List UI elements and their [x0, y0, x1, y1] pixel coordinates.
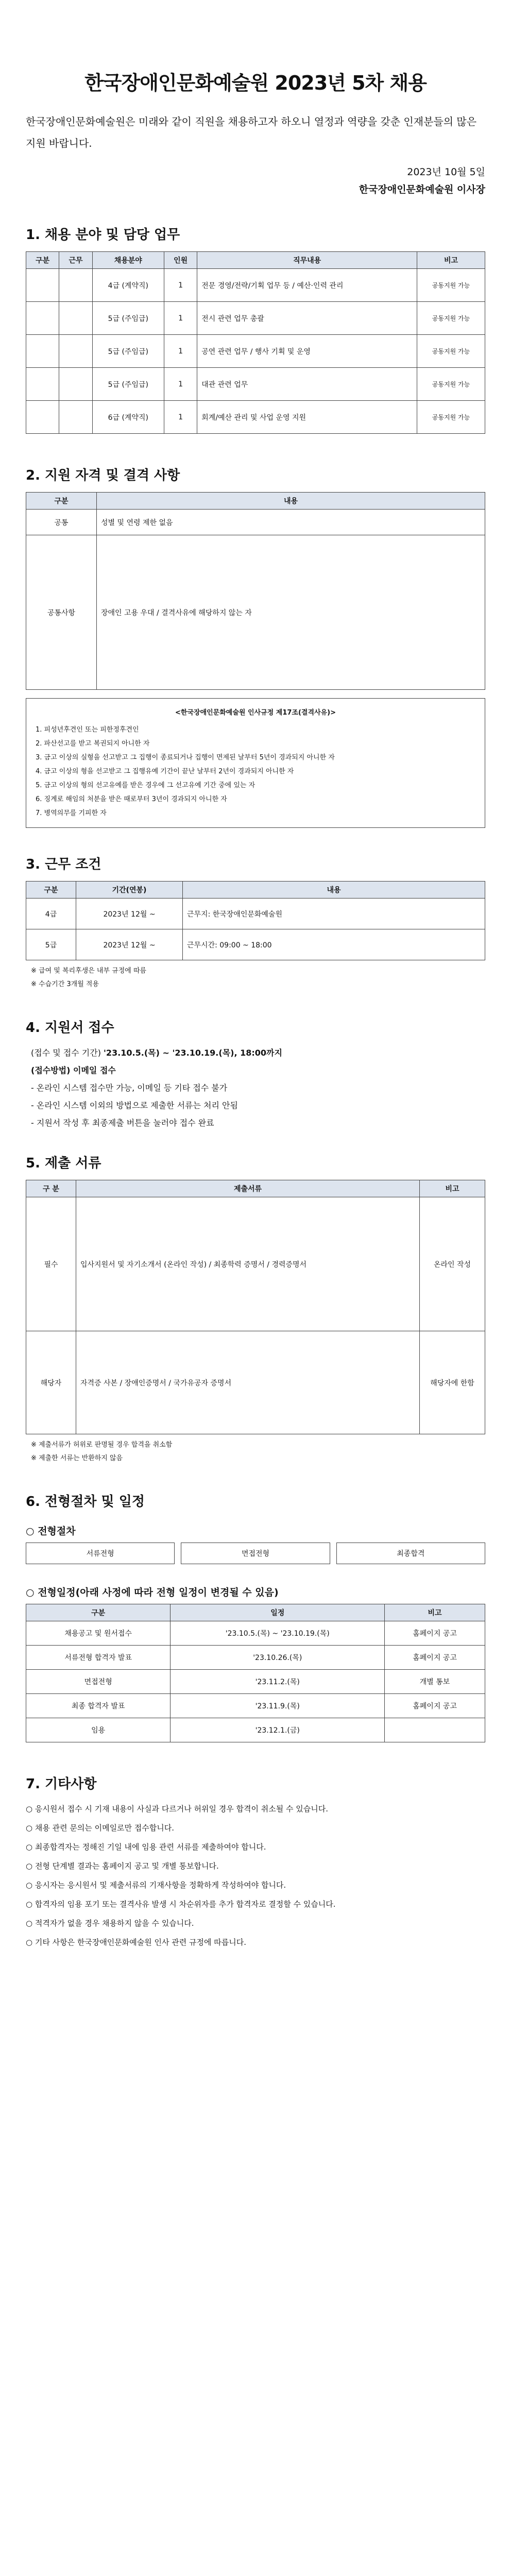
list-item: ○ 합격자의 임용 포기 또는 결격사유 발생 시 차순위자를 추가 합격자로 결정할 수 있습니다. [26, 1900, 336, 1909]
table-cell: 전문 경영/전략/기획 업무 등 / 예산·인력 관리 [197, 269, 417, 302]
table-cell: 해당자에 한함 [420, 1331, 485, 1434]
table-cell: 5급 (주임급) [92, 335, 164, 368]
table-header-row [26, 1604, 485, 1621]
process-step: 서류전형 [26, 1543, 175, 1564]
list-item: ○ 기타 사항은 한국장애인문화예술원 인사 관련 규정에 따릅니다. [26, 1938, 246, 1947]
table-cell [59, 401, 92, 434]
table-header: 근무 [59, 252, 92, 269]
table-header: 구분 [26, 882, 76, 899]
list-item: ○ 전형 단계별 결과는 홈페이지 공고 및 개별 통보합니다. [26, 1861, 219, 1871]
box-line: 5. 금고 이상의 형의 선고유예를 받은 경우에 그 선고유예 기간 중에 있는 자 [36, 782, 256, 789]
qualification-table [26, 492, 485, 690]
table-cell: 자격증 사본 / 장애인증명서 / 국가유공자 증명서 [76, 1331, 420, 1434]
conditions-table [26, 881, 485, 960]
table-cell [26, 335, 59, 368]
table-row [26, 368, 485, 401]
etc-list [26, 1801, 485, 1951]
table-header-row [26, 882, 485, 899]
table-cell: 공연 관련 업무 / 행사 기획 및 운영 [197, 335, 417, 368]
application-line: - 온라인 시스템 이외의 방법으로 제출한 서류는 처리 안됨 [31, 1100, 238, 1110]
table-header: 구분 [26, 493, 97, 510]
table-cell: 공통사항 [26, 535, 97, 690]
date-block [26, 163, 485, 198]
table-row [26, 899, 485, 929]
table-cell [26, 401, 59, 434]
note-line: ※ 수습기간 3개월 적용 [31, 980, 99, 988]
application-line: - 지원서 작성 후 최종제출 버튼을 눌러야 접수 완료 [31, 1118, 214, 1128]
table-cell: 1 [164, 368, 197, 401]
process-step: 최종합격 [336, 1543, 485, 1564]
table-cell: 홈페이지 공고 [385, 1694, 485, 1718]
process-flow [26, 1543, 485, 1564]
table-cell: '23.10.26.(목) [171, 1646, 385, 1670]
list-item: ○ 응시원서 접수 시 기재 내용이 사실과 다르거나 허위일 경우 합격이 취소될 수 있습니다. [26, 1804, 328, 1814]
table-cell: 4급 [26, 899, 76, 929]
table-cell: '23.11.9.(목) [171, 1694, 385, 1718]
section-3-title: 3. 근무 조건 [26, 857, 101, 872]
table-cell: '23.10.5.(목) ~ '23.10.19.(목) [171, 1621, 385, 1646]
table-cell: 4급 (계약직) [92, 269, 164, 302]
table-cell: 2023년 12월 ~ [76, 929, 183, 960]
section-1-title: 1. 채용 분야 및 담당 업무 [26, 227, 180, 243]
documents-notes [31, 1438, 485, 1465]
table-cell: 필수 [26, 1197, 76, 1331]
table-cell: 공동지원 가능 [417, 269, 485, 302]
box-line: 4. 금고 이상의 형을 선고받고 그 집행유예 기간이 끝난 날부터 2년이 경과되지 아니한 자 [36, 768, 294, 775]
table-header: 구분 [26, 252, 59, 269]
notice-date: 2023년 10월 5일 [407, 166, 485, 178]
table-cell [385, 1718, 485, 1742]
table-row [26, 302, 485, 335]
table-header-row [26, 252, 485, 269]
table-cell: 6급 (계약직) [92, 401, 164, 434]
note-line: ※ 제출한 서류는 반환하지 않음 [31, 1454, 123, 1462]
table-header: 구 분 [26, 1180, 76, 1197]
section-5-title: 5. 제출 서류 [26, 1156, 101, 1171]
table-header: 내용 [183, 882, 485, 899]
table-cell: 1 [164, 269, 197, 302]
table-cell: 공통 [26, 510, 97, 535]
box-line: 1. 피성년후견인 또는 피한정후견인 [36, 726, 139, 734]
table-cell: 입사지원서 및 자기소개서 (온라인 작성) / 최종학력 증명서 / 경력증명서 [76, 1197, 420, 1331]
table-cell: '23.11.2.(목) [171, 1670, 385, 1694]
table-cell: 성별 및 연령 제한 없음 [97, 510, 485, 535]
table-cell [26, 368, 59, 401]
section-2-title: 2. 지원 자격 및 결격 사항 [26, 468, 180, 483]
table-row [26, 269, 485, 302]
table-cell: 5급 (주임급) [92, 302, 164, 335]
jobs-table [26, 251, 485, 434]
table-cell: 장애인 고용 우대 / 결격사유에 해당하지 않는 자 [97, 535, 485, 690]
table-cell: 회계/예산 관리 및 사업 운영 지원 [197, 401, 417, 434]
table-header: 직무내용 [197, 252, 417, 269]
table-row [26, 535, 485, 690]
table-header: 제출서류 [76, 1180, 420, 1197]
table-cell: '23.12.1.(금) [171, 1718, 385, 1742]
table-row [26, 510, 485, 535]
documents-table [26, 1180, 485, 1434]
table-cell: 홈페이지 공고 [385, 1646, 485, 1670]
table-cell [26, 302, 59, 335]
schedule-table [26, 1604, 485, 1742]
table-cell: 공동지원 가능 [417, 401, 485, 434]
schedule-subtitle: ○ 전형일정(아래 사정에 따라 전형 일정이 변경될 수 있음) [26, 1587, 279, 1598]
table-row [26, 1621, 485, 1646]
process-step: 면접전형 [181, 1543, 330, 1564]
table-row [26, 1331, 485, 1434]
table-cell [59, 302, 92, 335]
table-cell: 근무시간: 09:00 ~ 18:00 [183, 929, 485, 960]
table-cell: 홈페이지 공고 [385, 1621, 485, 1646]
section-7-title: 7. 기타사항 [26, 1776, 97, 1792]
table-cell: 공동지원 가능 [417, 368, 485, 401]
list-item: ○ 응시자는 응시원서 및 제출서류의 기재사항을 정확하게 작성하여야 합니다. [26, 1880, 286, 1890]
table-cell: 5급 (주임급) [92, 368, 164, 401]
table-header: 채용분야 [92, 252, 164, 269]
table-cell: 근무지: 한국장애인문화예술원 [183, 899, 485, 929]
table-cell: 공동지원 가능 [417, 335, 485, 368]
table-header: 비고 [420, 1180, 485, 1197]
table-cell: 면접전형 [26, 1670, 171, 1694]
table-cell: 대관 관련 업무 [197, 368, 417, 401]
table-header: 인원 [164, 252, 197, 269]
table-row [26, 1718, 485, 1742]
section-6-title: 6. 전형절차 및 일정 [26, 1494, 145, 1510]
note-line: ※ 급여 및 복리후생은 내부 규정에 따름 [31, 967, 147, 975]
table-cell: 서류전형 합격자 발표 [26, 1646, 171, 1670]
table-cell: 1 [164, 302, 197, 335]
table-header: 기간(연봉) [76, 882, 183, 899]
table-cell [59, 269, 92, 302]
application-period [31, 1044, 485, 1062]
table-cell [26, 269, 59, 302]
period-label: (접수 및 접수 기간) [31, 1048, 101, 1058]
page-title: 한국장애인문화예술원 2023년 5차 채용 [84, 72, 427, 94]
box-line: 2. 파산선고를 받고 복권되지 아니한 자 [36, 740, 150, 748]
box-title: <한국장애인문화예술원 인사규정 제17조(결격사유)> [175, 709, 336, 717]
list-item: ○ 채용 관련 문의는 이메일로만 접수합니다. [26, 1823, 175, 1833]
list-item: ○ 적격자가 없을 경우 채용하지 않을 수 있습니다. [26, 1919, 194, 1928]
table-cell [59, 368, 92, 401]
table-header: 구분 [26, 1604, 171, 1621]
table-header-row [26, 493, 485, 510]
table-row [26, 929, 485, 960]
table-cell: 채용공고 및 원서접수 [26, 1621, 171, 1646]
list-item: ○ 최종합격자는 정해진 기일 내에 임용 관련 서류를 제출하여야 합니다. [26, 1842, 266, 1852]
table-header: 일정 [171, 1604, 385, 1621]
issuer: 한국장애인문화예술원 이사장 [359, 184, 485, 195]
disqualification-box [26, 698, 485, 828]
conditions-notes [31, 964, 485, 991]
table-cell: 공동지원 가능 [417, 302, 485, 335]
application-method: (접수방법) 이메일 접수 [31, 1065, 116, 1075]
box-line: 3. 금고 이상의 실형을 선고받고 그 집행이 종료되거나 집행이 면제된 날부터 5년이 경과되지 아니한 자 [36, 754, 335, 761]
application-line: - 온라인 시스템 접수만 가능, 이메일 등 기타 접수 불가 [31, 1083, 228, 1093]
table-cell [59, 335, 92, 368]
table-cell: 개별 통보 [385, 1670, 485, 1694]
table-row [26, 401, 485, 434]
application-info [31, 1044, 485, 1132]
table-cell: 온라인 작성 [420, 1197, 485, 1331]
table-header: 내용 [97, 493, 485, 510]
table-header: 비고 [385, 1604, 485, 1621]
table-cell: 2023년 12월 ~ [76, 899, 183, 929]
box-line: 7. 병역의무를 기피한 자 [36, 809, 107, 817]
table-row [26, 1670, 485, 1694]
period-value: '23.10.5.(목) ~ '23.10.19.(목), 18:00까지 [104, 1048, 282, 1058]
box-line: 6. 징계로 해임의 처분을 받은 때로부터 3년이 경과되지 아니한 자 [36, 795, 227, 803]
table-header: 비고 [417, 252, 485, 269]
table-cell: 전시 관련 업무 총괄 [197, 302, 417, 335]
process-subtitle: ○ 전형절차 [26, 1526, 76, 1537]
table-cell: 최종 합격자 발표 [26, 1694, 171, 1718]
table-cell: 해당자 [26, 1331, 76, 1434]
table-cell: 5급 [26, 929, 76, 960]
table-row [26, 1197, 485, 1331]
table-row [26, 1646, 485, 1670]
table-cell: 1 [164, 401, 197, 434]
table-cell: 임용 [26, 1718, 171, 1742]
table-row [26, 1694, 485, 1718]
table-row [26, 335, 485, 368]
table-cell: 1 [164, 335, 197, 368]
intro-text: 한국장애인문화예술원은 미래와 같이 직원을 채용하고자 하오니 열정과 역량을 갖춘 인재분들의 많은 지원 바랍니다. [26, 115, 477, 149]
section-4-title: 4. 지원서 접수 [26, 1020, 114, 1036]
table-header-row [26, 1180, 485, 1197]
note-line: ※ 제출서류가 허위로 판명될 경우 합격을 취소함 [31, 1441, 173, 1449]
